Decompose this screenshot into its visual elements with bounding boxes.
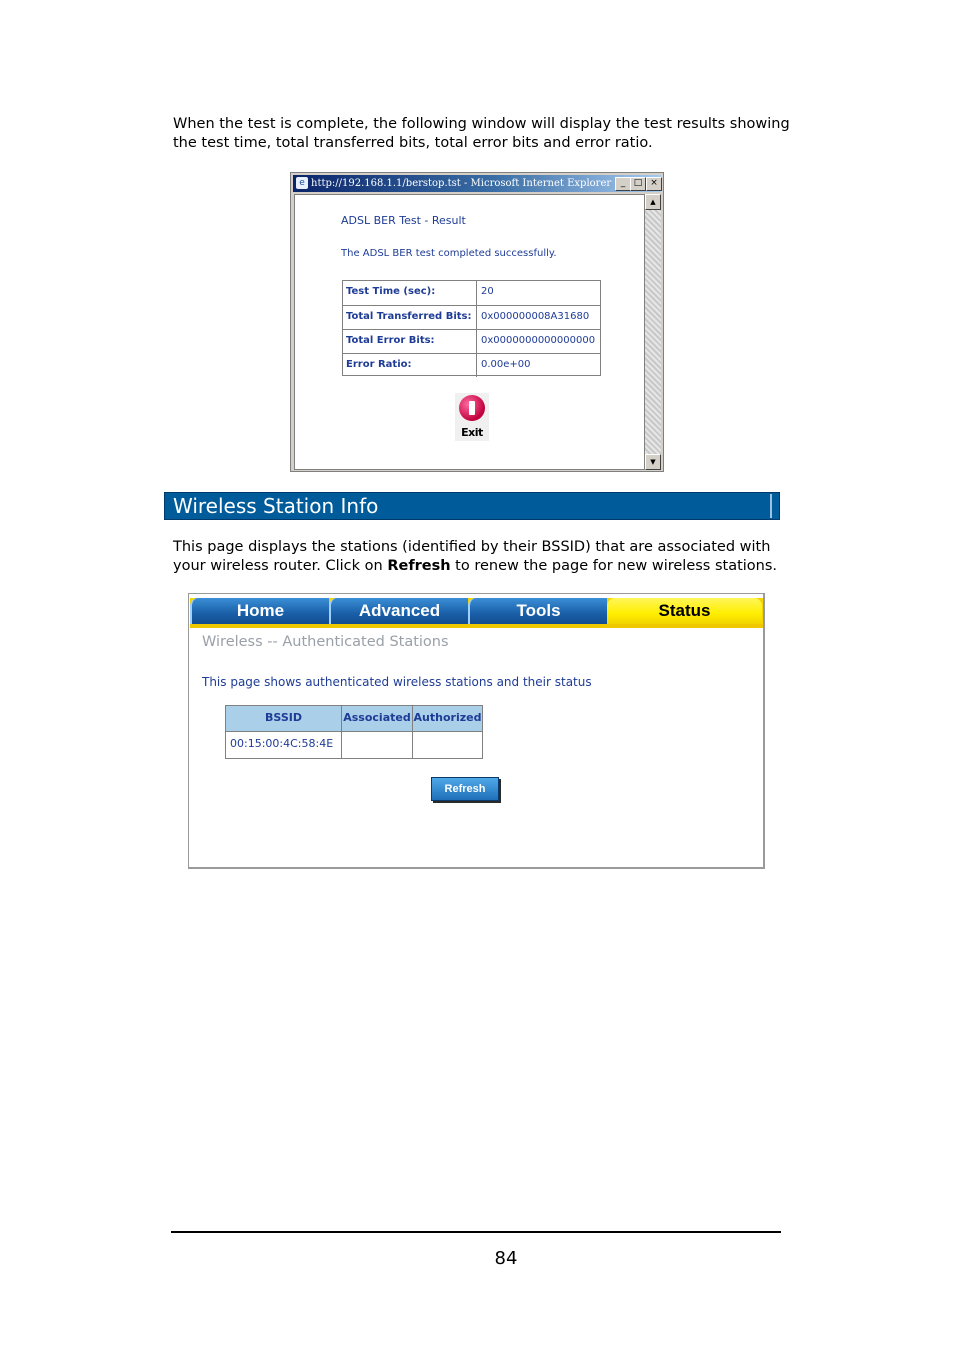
associated-cell bbox=[342, 732, 413, 758]
description-text-end: to renew the page for new wireless stations. bbox=[450, 557, 778, 574]
description-text: This page displays the stations (identified by their BSSID) that are associated with your wireless router. Click on bbox=[173, 539, 771, 574]
refresh-button[interactable]: Refresh bbox=[431, 777, 499, 801]
table-row bbox=[343, 281, 600, 305]
minimize-button[interactable]: _ bbox=[615, 177, 631, 191]
test-time-value: 20 bbox=[481, 286, 494, 297]
tab-tools[interactable]: Tools bbox=[468, 598, 607, 624]
column-header-associated: Associated bbox=[342, 706, 413, 732]
exit-button[interactable] bbox=[455, 393, 489, 441]
error-ratio-label: Error Ratio: bbox=[343, 354, 477, 377]
page-title: Wireless -- Authenticated Stations bbox=[202, 634, 449, 650]
footer-rule bbox=[171, 1231, 781, 1233]
test-time-label: Test Time (sec): bbox=[343, 281, 477, 305]
scroll-up-icon[interactable]: ▲ bbox=[645, 194, 661, 210]
nav-underline bbox=[190, 624, 763, 628]
tab-advanced[interactable]: Advanced bbox=[329, 598, 468, 624]
section-title: Wireless Station Info bbox=[173, 494, 379, 518]
stations-table bbox=[225, 705, 483, 759]
close-button[interactable]: × bbox=[646, 177, 662, 191]
intro-paragraph: When the test is complete, the following window will display the test results showing the test time, total transferred bits, total error bits and error ratio. bbox=[173, 116, 790, 151]
ie-page-icon: e bbox=[296, 177, 308, 189]
error-ratio-value: 0.00e+00 bbox=[481, 359, 531, 370]
column-header-bssid: BSSID bbox=[226, 706, 342, 732]
tab-status[interactable]: Status bbox=[607, 598, 762, 624]
authorized-cell bbox=[413, 732, 482, 758]
maximize-button[interactable]: □ bbox=[630, 177, 646, 191]
description-emphasis: Refresh bbox=[387, 557, 451, 574]
table-row bbox=[343, 353, 600, 377]
table-row bbox=[343, 305, 600, 329]
ie-titlebar[interactable] bbox=[293, 175, 661, 192]
router-status-panel bbox=[188, 593, 765, 869]
scroll-down-icon[interactable]: ▼ bbox=[645, 454, 661, 470]
page-number: 84 bbox=[494, 1248, 518, 1269]
ie-window-title: http://192.168.1.1/berstop.tst - Microsoft Internet Explorer bbox=[311, 178, 612, 189]
ber-result-heading: ADSL BER Test - Result bbox=[341, 214, 466, 227]
page-description: This page shows authenticated wireless stations and their status bbox=[202, 675, 592, 689]
nav-bar bbox=[190, 598, 763, 624]
tab-home[interactable]: Home bbox=[190, 598, 329, 624]
error-bits-value: 0x0000000000000000 bbox=[481, 335, 596, 346]
section-header bbox=[164, 492, 780, 520]
ber-result-message: The ADSL BER test completed successfully. bbox=[341, 248, 557, 259]
ie-window bbox=[290, 172, 664, 472]
error-bits-label: Total Error Bits: bbox=[343, 330, 477, 353]
exit-label: Exit bbox=[461, 426, 483, 439]
transferred-bits-value: 0x000000008A31680 bbox=[481, 311, 590, 322]
transferred-bits-label: Total Transferred Bits: bbox=[343, 306, 477, 329]
table-row bbox=[343, 329, 600, 353]
bssid-cell: 00:15:00:4C:58:4E bbox=[226, 732, 342, 758]
exit-icon bbox=[459, 395, 485, 421]
section-description bbox=[173, 538, 793, 575]
column-header-authorized: Authorized bbox=[413, 706, 482, 732]
vertical-scrollbar[interactable] bbox=[645, 194, 661, 470]
ie-content-area bbox=[294, 194, 645, 470]
ber-results-table bbox=[342, 280, 601, 376]
